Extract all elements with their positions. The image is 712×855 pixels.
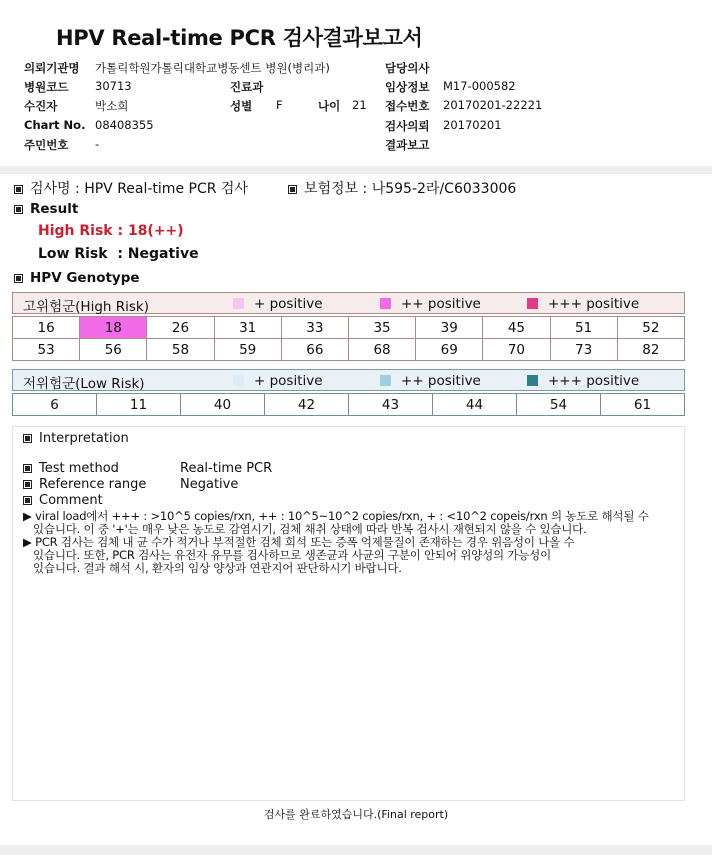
comment-label [23,493,103,508]
comment-note-line: ▶ viral load에서 +++ : >10^5 copies/rxn, ++ : 10^5~10^2 copies/rxn, + : <10^2 copeis/rxn 의 농도로 해석될 수 [23,509,649,523]
reference-range-value: Negative [180,477,239,492]
test-name-line [14,178,248,198]
table-row [13,339,685,361]
low-risk-genotype-table [12,393,685,416]
high-risk-title: 고위험군(High Risk) [23,299,149,315]
genotype-cell: 16 [13,317,80,339]
high-risk-genotype-table [12,316,685,361]
legend-item [233,296,323,312]
legend-item [233,373,323,389]
field-label: 성별 [230,99,253,113]
genotype-cell: 70 [483,339,550,361]
comment-note-line: 있습니다. 이 중 '+'는 매우 낮은 농도로 감염시기, 검체 채취 상태에 따라 반복 검사시 재현되지 않을 수 있습니다. [33,522,587,536]
field-value: 가톨릭학원가톨릭대학교병동센트 병원(병리과) [95,61,330,75]
legend-swatch [380,298,391,309]
legend-swatch [527,375,538,386]
test-name: HPV Real-time PCR 검사 [84,181,248,197]
field-label: 주민번호 [24,138,69,152]
genotype-cell: 53 [13,339,80,361]
field-value: 20170201 [443,118,502,132]
genotype-cell: 6 [13,394,97,416]
high-risk-result: High Risk : 18(++) [38,223,184,239]
test-method-label-text: Test method [39,461,119,476]
field-label: 병원코드 [24,80,69,94]
genotype-cell: 73 [550,339,617,361]
field-label: 결과보고 [385,138,430,152]
genotype-cell: 31 [214,317,281,339]
genotype-cell: 40 [181,394,265,416]
table-row [13,394,685,416]
test-method-value: Real-time PCR [180,461,273,476]
field-value: M17-000582 [443,79,516,93]
low-risk-title: 저위험군(Low Risk) [23,376,145,392]
test-name-label: 검사명 : [30,181,80,197]
genotype-heading-text: HPV Genotype [30,270,140,286]
reference-range-label-text: Reference range [39,477,147,492]
interpretation-heading [23,431,129,446]
legend-label: +++ positive [548,296,640,312]
field-label: 담당의사 [385,61,430,75]
square-bullet-icon [23,480,32,489]
field-label: 의뢰기관명 [24,61,80,75]
square-bullet-icon [14,185,23,194]
legend-item [380,373,481,389]
square-bullet-icon [14,205,23,214]
legend-label: + positive [254,373,323,389]
result-heading [14,201,78,217]
genotype-cell: 43 [349,394,433,416]
comment-note-line: ▶ PCR 검사는 검체 내 균 수가 적거나 부적절한 검체 희석 또는 증폭 억제물질이 존재하는 경우 위음성이 나올 수 [23,535,575,549]
genotype-cell: 35 [348,317,415,339]
genotype-cell-positive: 18 [80,317,147,339]
field-value: 30713 [95,79,132,93]
genotype-cell: 59 [214,339,281,361]
low-risk-result: Low Risk : Negative [38,246,199,262]
legend-label: +++ positive [548,373,640,389]
genotype-cell: 42 [265,394,349,416]
genotype-cell: 33 [281,317,348,339]
genotype-cell: 44 [433,394,517,416]
legend-swatch [527,298,538,309]
interpretation-box [12,426,685,801]
field-value: 08408355 [95,118,154,132]
genotype-cell: 58 [147,339,214,361]
comment-label-text: Comment [39,493,103,508]
genotype-cell: 11 [97,394,181,416]
insurance-line [288,178,516,198]
final-report-footer: 검사를 완료하였습니다.(Final report) [263,808,449,821]
field-label: 나이 [318,99,341,113]
genotype-cell: 51 [550,317,617,339]
report-title: HPV Real-time PCR 검사결과보고서 [56,26,423,50]
field-label: 검사의뢰 [385,119,430,133]
genotype-cell: 69 [416,339,483,361]
genotype-cell: 61 [601,394,685,416]
result-heading-text: Result [30,201,79,217]
legend-label: ++ positive [401,296,481,312]
legend-swatch [233,375,244,386]
field-value: - [95,137,100,151]
interpretation-heading-text: Interpretation [39,431,129,446]
square-bullet-icon [23,464,32,473]
field-label: 임상정보 [385,80,430,94]
legend-swatch [233,298,244,309]
genotype-cell: 26 [147,317,214,339]
comment-note-line: 있습니다. 또한, PCR 검사는 유전자 유무를 검사하므로 생존균과 사균의 구분이 안되어 위양성의 가능성이 [33,548,551,562]
genotype-cell: 54 [517,394,601,416]
genotype-cell: 52 [617,317,684,339]
square-bullet-icon [288,185,297,194]
genotype-cell: 45 [483,317,550,339]
legend-item [527,296,639,312]
comment-note-line: 있습니다. 결과 해석 시, 환자의 임상 양상과 연관지어 판단하시기 바랍니다. [33,561,402,575]
field-label: 진료과 [230,80,264,94]
insurance-label: 보험정보 : [304,181,368,197]
bottom-band [0,845,712,855]
square-bullet-icon [23,434,32,443]
legend-item [380,296,481,312]
reference-range-label [23,477,146,492]
legend-label: + positive [254,296,323,312]
field-label: 접수번호 [385,99,430,113]
field-value: 박소희 [95,99,129,113]
low-risk-legend-bar [12,369,685,391]
section-divider [0,166,712,174]
genotype-cell: 82 [617,339,684,361]
field-label: Chart No. [24,118,86,132]
legend-label: ++ positive [401,373,481,389]
genotype-cell: 68 [348,339,415,361]
test-method-label [23,461,119,476]
high-risk-legend-bar [12,292,685,314]
field-label: 수진자 [24,99,58,113]
square-bullet-icon [14,274,23,283]
legend-item [527,373,639,389]
field-value: F [276,98,283,112]
genotype-cell: 56 [80,339,147,361]
insurance-value: 나595-2라/C6033006 [371,181,517,197]
table-row [13,317,685,339]
genotype-heading [14,270,140,286]
legend-swatch [380,375,391,386]
genotype-cell: 39 [416,317,483,339]
square-bullet-icon [23,496,32,505]
genotype-cell: 66 [281,339,348,361]
field-value: 21 [352,98,367,112]
field-value: 20170201-22221 [443,98,543,112]
